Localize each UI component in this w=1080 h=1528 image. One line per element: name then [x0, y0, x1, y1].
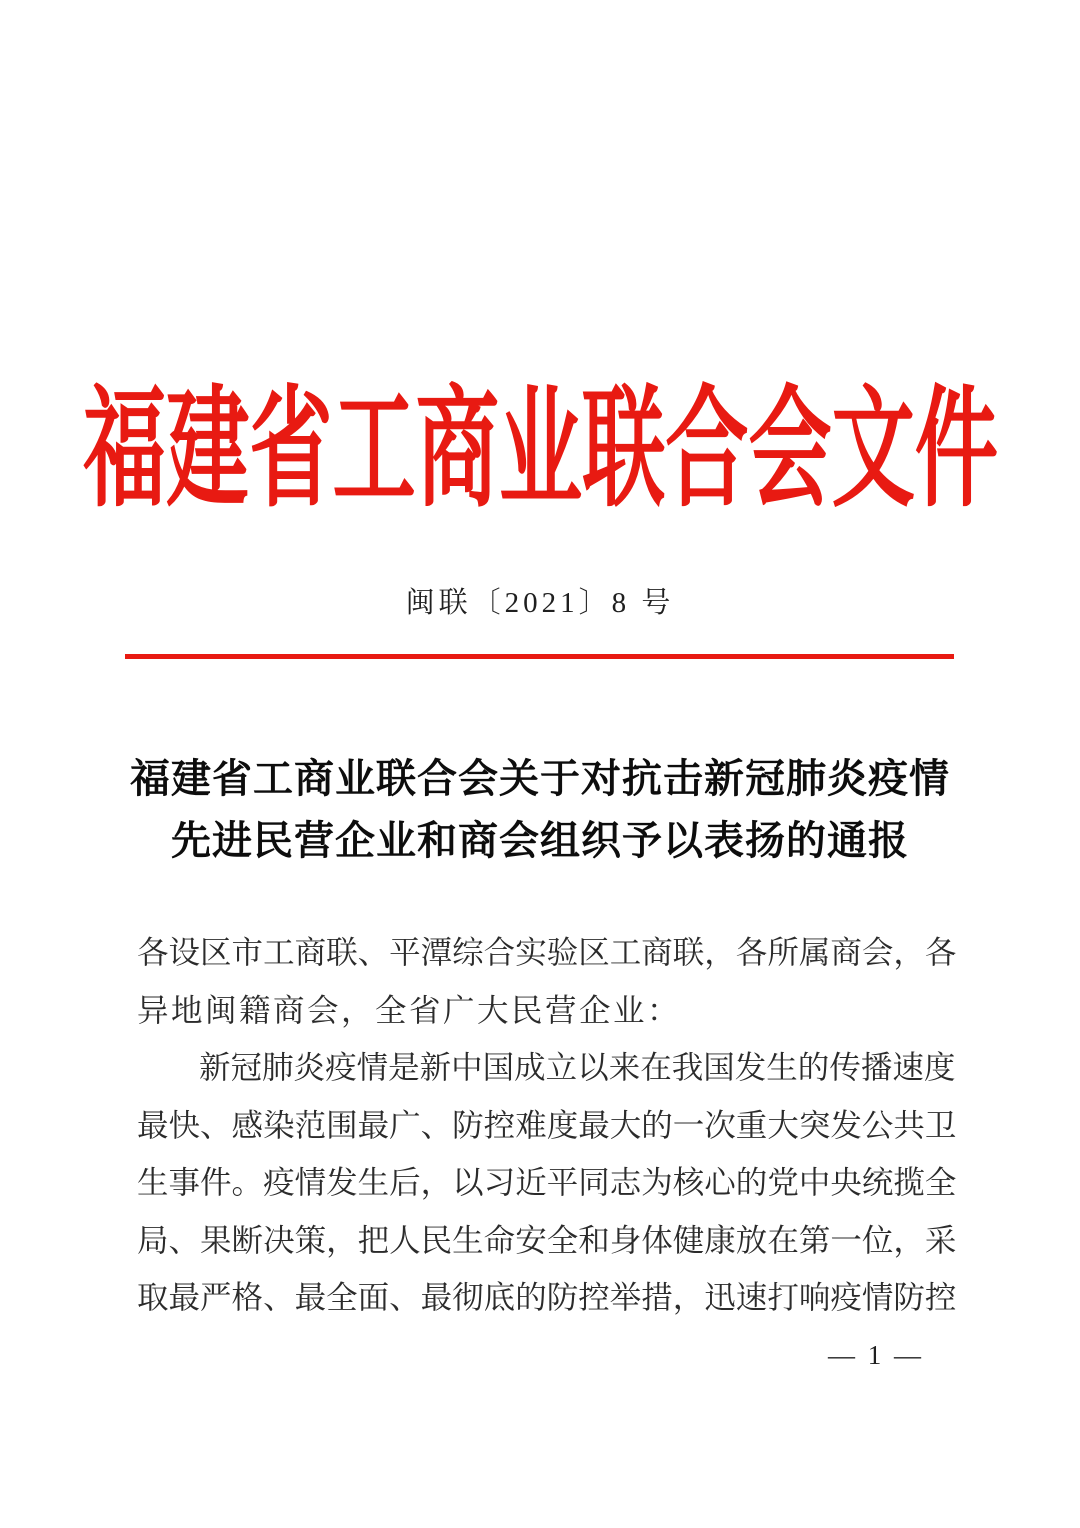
body-line: 取 最 严 格 、 最 全 面 、 最 彻 底 的 防 控 举 措 ， 迅 速 打 响 疫 情 防 控 — [137, 1280, 957, 1315]
page-number: — 1 — — [828, 1340, 924, 1370]
letterhead-title-wrap — [0, 374, 1080, 526]
red-divider-line — [125, 654, 954, 659]
notice-title-line-1: 福建省工商业联合会关于对抗击新冠肺炎疫情 — [130, 756, 950, 801]
body-line: 各 设 区 市 工 商 联 、 平 潭 综 合 实 验 区 工 商 联 ， 各 所 属 商 会 ， 各 — [137, 935, 957, 970]
document-body — [137, 924, 957, 1327]
notice-title-line-2: 先进民营企业和商会组织予以表扬的通报 — [171, 818, 909, 863]
letterhead-org-title: 福建省工商业联合会文件 — [82, 377, 998, 523]
body-line: 局 、 果 断 决 策 ， 把 人 民 生 命 安 全 和 身 体 健 康 放 在 第 一 位 ， 采 — [137, 1222, 957, 1258]
body-line: 生 事 件 。 疫 情 发 生 后 ， 以 习 近 平 同 志 为 核 心 的 党 中 央 统 揽 全 — [137, 1165, 957, 1200]
notice-title — [0, 748, 1080, 872]
document-number: 闽联〔2021〕8 号 — [405, 587, 675, 619]
body-line: 异地闽籍商会，全省广大民营企业： — [137, 992, 682, 1028]
body-line: 最 快 、 感 染 范 围 最 广 、 防 控 难 度 最 大 的 一 次 重 大 突 发 公 共 卫 — [137, 1107, 957, 1143]
body-line: 新 冠 肺 炎 疫 情 是 新 中 国 成 立 以 来 在 我 国 发 生 的 传 播 速 度 — [199, 1050, 956, 1085]
